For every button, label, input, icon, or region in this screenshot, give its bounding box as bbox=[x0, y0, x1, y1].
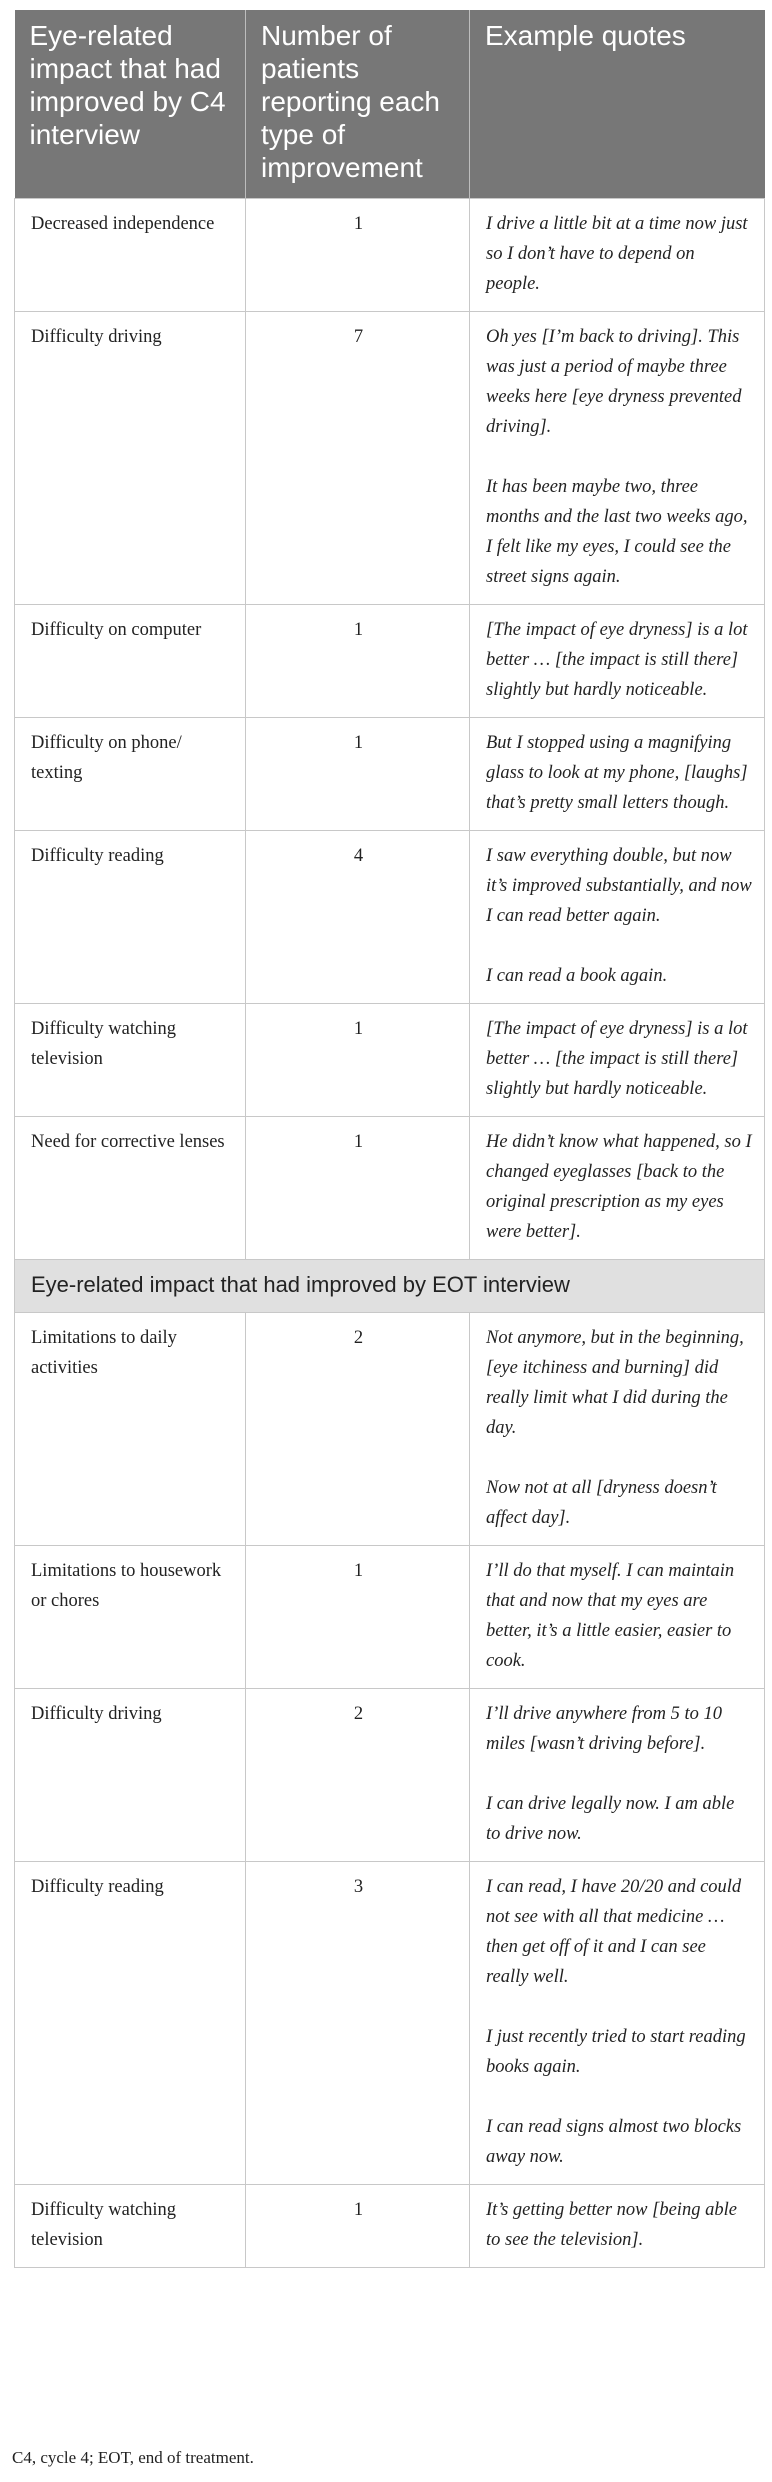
quote: I can read signs almost two blocks away now. bbox=[486, 2117, 742, 2167]
quote-cell bbox=[470, 312, 765, 605]
count-cell: 1 bbox=[246, 1004, 470, 1117]
quote-cell bbox=[470, 1117, 765, 1260]
count-cell: 3 bbox=[246, 1862, 470, 2185]
header-row bbox=[15, 10, 765, 199]
quote: I drive a little bit at a time now just so I don’t have to depend on people. bbox=[486, 214, 748, 294]
impact-cell: Difficulty watching television bbox=[15, 2185, 246, 2268]
impact-cell: Difficulty on phone/ texting bbox=[15, 718, 246, 831]
table-row bbox=[15, 312, 765, 605]
quote-cell bbox=[470, 1689, 765, 1862]
count-cell: 1 bbox=[246, 605, 470, 718]
quote: I saw everything double, but now it’s improved substantially, and now I can read better again. bbox=[486, 846, 752, 926]
quote: I can drive legally now. I am able to drive now. bbox=[486, 1794, 735, 1844]
quote: [The impact of eye dryness] is a lot better … [the impact is still there] slightly but hardly noticeable. bbox=[486, 1019, 748, 1099]
impact-cell: Decreased independence bbox=[15, 199, 246, 312]
quote-cell bbox=[470, 1004, 765, 1117]
count-cell: 1 bbox=[246, 1117, 470, 1260]
table-row bbox=[15, 1862, 765, 2185]
quote: I’ll drive anywhere from 5 to 10 miles [wasn’t driving before]. bbox=[486, 1704, 723, 1754]
quote: I just recently tried to start reading books again. bbox=[486, 2027, 746, 2077]
impact-cell: Limitations to daily activities bbox=[15, 1313, 246, 1546]
header-quotes: Example quotes bbox=[470, 10, 765, 199]
quote: I can read, I have 20/20 and could not see with all that medicine … then get off of it and I can see really well. bbox=[486, 1877, 742, 1987]
table-row bbox=[15, 1546, 765, 1689]
impact-cell: Difficulty reading bbox=[15, 831, 246, 1004]
quote: Oh yes [I’m back to driving]. This was just a period of maybe three weeks here [eye dryness prevented driving]. bbox=[486, 327, 742, 437]
table-row bbox=[15, 199, 765, 312]
quote-cell bbox=[470, 199, 765, 312]
quote-cell bbox=[470, 831, 765, 1004]
impact-cell: Difficulty driving bbox=[15, 312, 246, 605]
quote: It has been maybe two, three months and the last two weeks ago, I felt like my eyes, I could see the street signs again. bbox=[486, 477, 748, 587]
quote: It’s getting better now [being able to see the television]. bbox=[486, 2200, 737, 2250]
quote-cell bbox=[470, 605, 765, 718]
quote-cell bbox=[470, 1313, 765, 1546]
quote: He didn’t know what happened, so I changed eyeglasses [back to the original prescription as my eyes were better]. bbox=[486, 1132, 752, 1242]
impact-cell: Need for corrective lenses bbox=[15, 1117, 246, 1260]
impact-cell: Difficulty watching television bbox=[15, 1004, 246, 1117]
quote-cell bbox=[470, 1862, 765, 2185]
count-cell: 1 bbox=[246, 1546, 470, 1689]
impact-cell: Difficulty reading bbox=[15, 1862, 246, 2185]
quote-cell bbox=[470, 1546, 765, 1689]
count-cell: 1 bbox=[246, 2185, 470, 2268]
impact-table bbox=[14, 10, 765, 2268]
table-row bbox=[15, 1689, 765, 1862]
table-row bbox=[15, 718, 765, 831]
table-footnote: C4, cycle 4; EOT, end of treatment. bbox=[12, 2448, 254, 2467]
count-cell: 2 bbox=[246, 1689, 470, 1862]
quote: Now not at all [dryness doesn’t affect day]. bbox=[486, 1478, 717, 1528]
table-row bbox=[15, 1313, 765, 1546]
section-row bbox=[15, 1260, 765, 1313]
table-row bbox=[15, 1004, 765, 1117]
table-row bbox=[15, 831, 765, 1004]
impact-cell: Difficulty on computer bbox=[15, 605, 246, 718]
count-cell: 1 bbox=[246, 718, 470, 831]
table-row bbox=[15, 2185, 765, 2268]
quote: Not anymore, but in the beginning, [eye itchiness and burning] did really limit what I did during the day. bbox=[486, 1328, 744, 1438]
count-cell: 4 bbox=[246, 831, 470, 1004]
quote-cell bbox=[470, 2185, 765, 2268]
quote: I can read a book again. bbox=[486, 966, 668, 986]
quote-cell bbox=[470, 718, 765, 831]
section-title: Eye-related impact that had improved by EOT interview bbox=[15, 1260, 765, 1313]
table-row bbox=[15, 605, 765, 718]
count-cell: 7 bbox=[246, 312, 470, 605]
count-cell: 1 bbox=[246, 199, 470, 312]
quote: I’ll do that myself. I can maintain that and now that my eyes are better, it’s a little easier, easier to cook. bbox=[486, 1561, 735, 1671]
quote: [The impact of eye dryness] is a lot better … [the impact is still there] slightly but hardly noticeable. bbox=[486, 620, 748, 700]
table-row bbox=[15, 1117, 765, 1260]
impact-cell: Limitations to housework or chores bbox=[15, 1546, 246, 1689]
header-impact: Eye-related impact that had improved by C4 interview bbox=[15, 10, 246, 199]
count-cell: 2 bbox=[246, 1313, 470, 1546]
impact-cell: Difficulty driving bbox=[15, 1689, 246, 1862]
header-count: Number of patients reporting each type of improvement bbox=[246, 10, 470, 199]
quote: But I stopped using a magnifying glass to look at my phone, [laughs] that’s pretty small letters though. bbox=[486, 733, 748, 813]
